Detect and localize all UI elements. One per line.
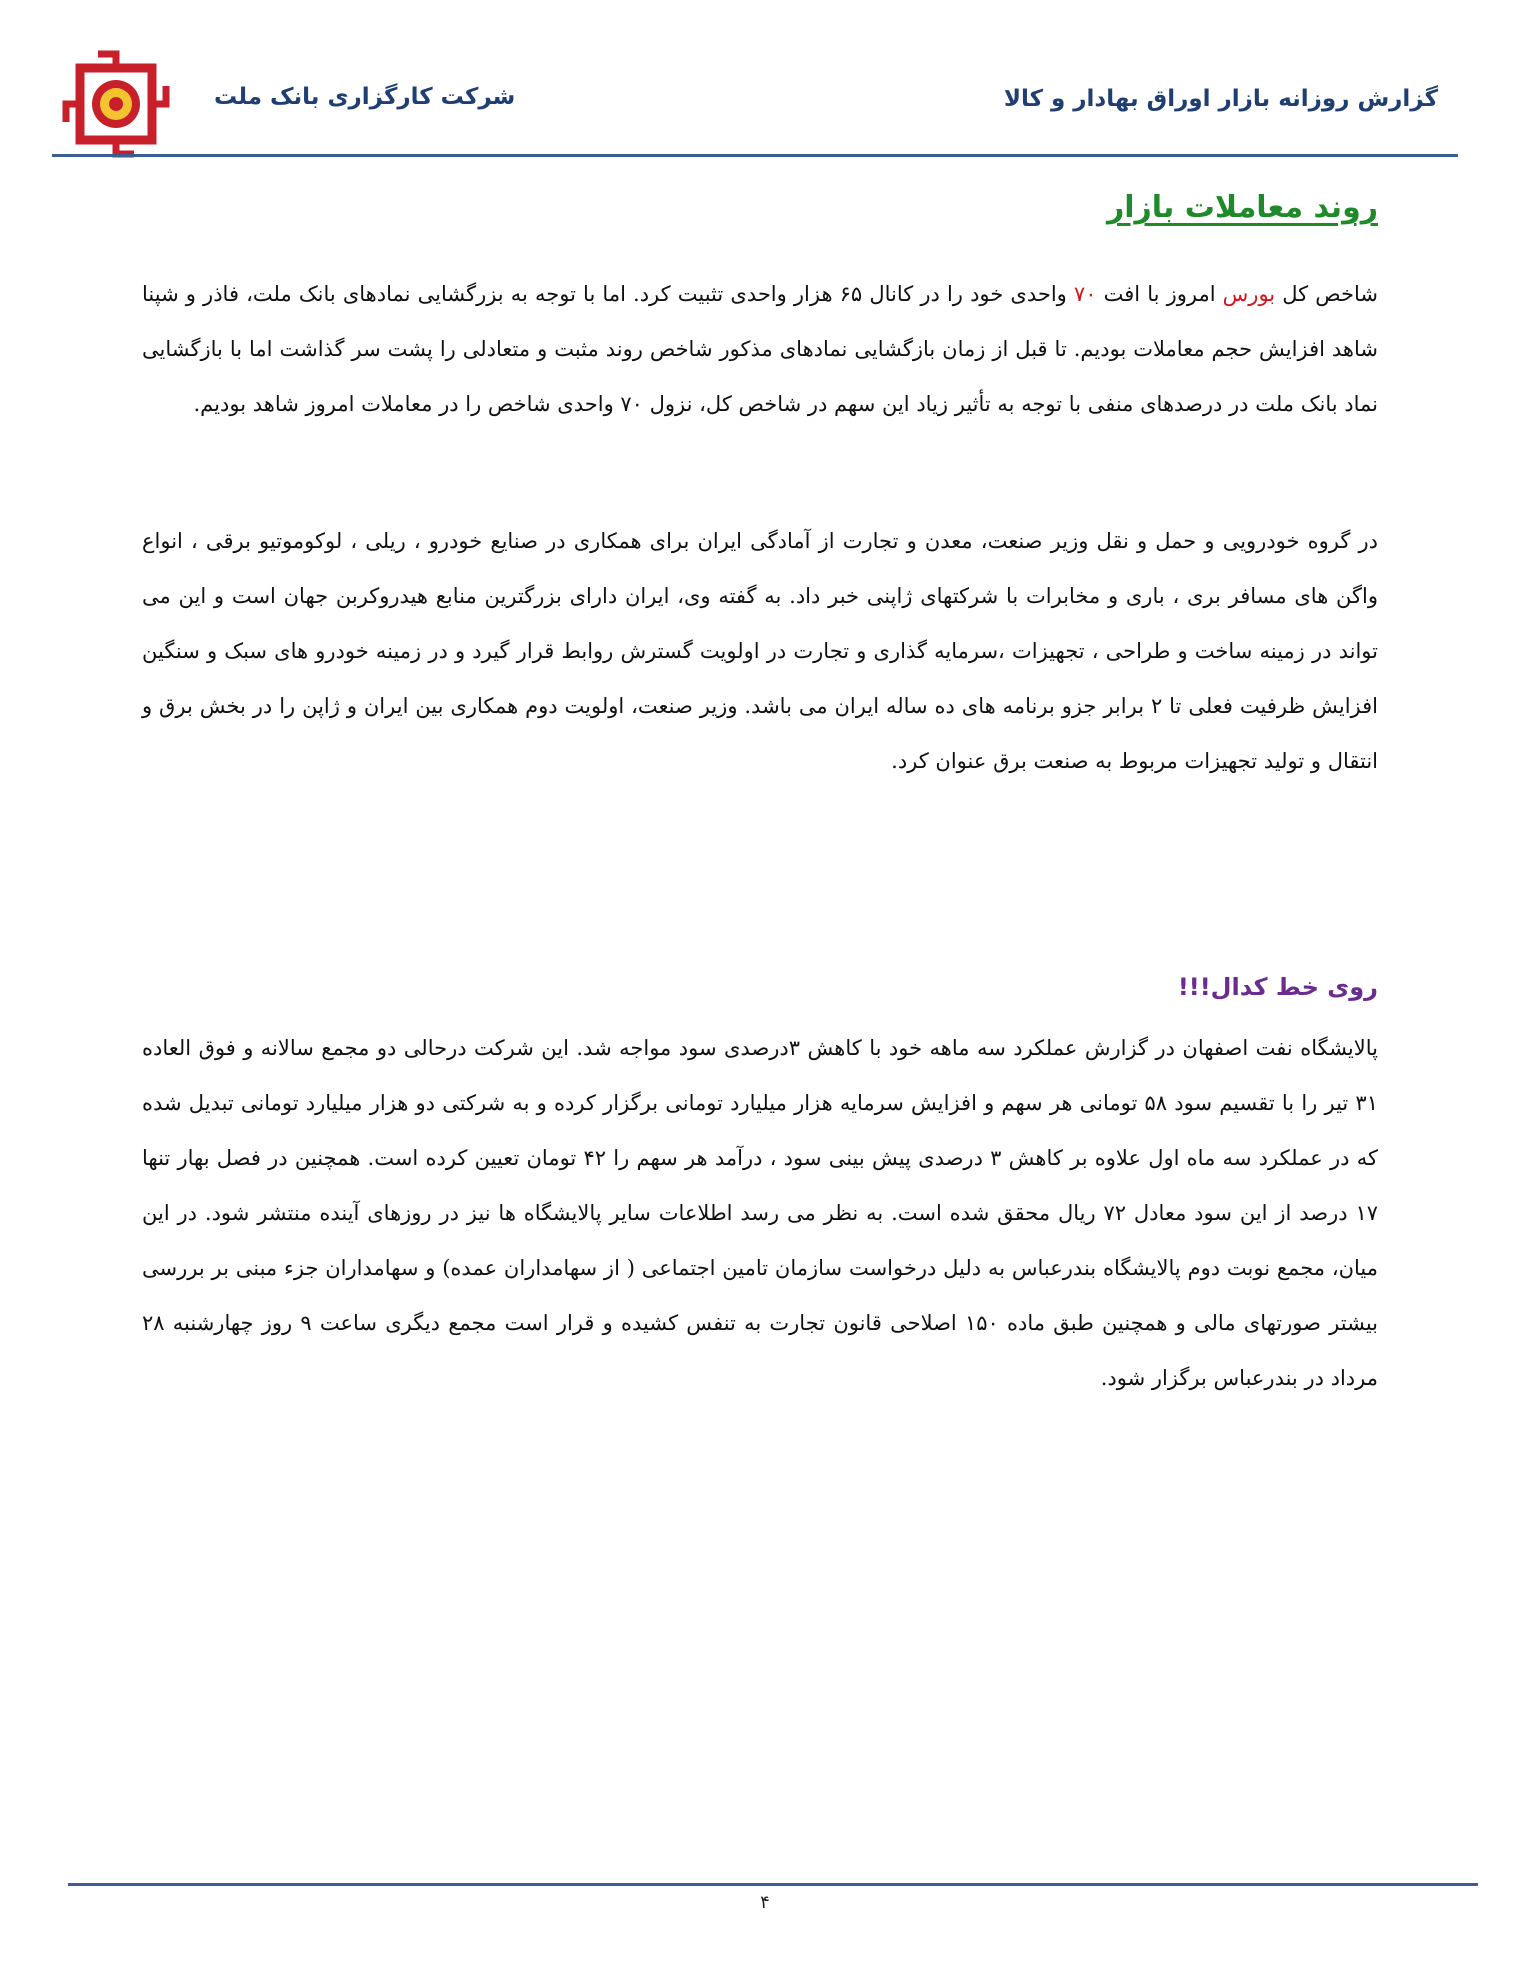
section-heading-codal: روی خط کدال!!! (1177, 973, 1378, 1001)
paragraph-text: امروز با افت (1096, 282, 1223, 306)
footer-divider (68, 1883, 1478, 1886)
paragraph-text: شاخص کل (1275, 282, 1379, 306)
paragraph-automotive-group: در گروه خودرویی و حمل و نقل وزیر صنعت، معدن و تجارت از آمادگی ایران برای همکاری در صنایع خودرو ، ریلی ، لوکوموتیو برقی ، انواع واگن های مسافر بری ، باری و مخابرات با شرکتهای ژاپنی خبر داد. به گفته وی، ایران دارای بزرگترین منابع هیدروکربن جهان است و این می تواند در زمینه ساخت و طراحی ، تجهیزات ،سرمایه گذاری و تجارت در اولویت گسترش روابط قرار گیرد و در زمینه خودرو های سبک و سنگین افزایش ظرفیت فعلی تا ۲ برابر جزو برنامه های ده ساله ایران می باشد. وزیر صنعت، اولویت دوم همکاری بین ایران و ژاپن را در بخش برق و انتقال و تولید تجهیزات مربوط به صنعت برق عنوان کرد. (142, 529, 1378, 773)
bank-mellat-logo-icon (60, 48, 172, 160)
report-title: گزارش روزانه بازار اوراق بهادار و کالا (1003, 86, 1438, 112)
highlight-index-drop: ۷۰ (1073, 282, 1097, 306)
paragraph-refinery-report: پالایشگاه نفت اصفهان در گزارش عملکرد سه ماهه خود با کاهش ۳درصدی سود مواجه شد. این شرکت درحالی دو مجمع سالانه و فوق العاده ۳۱ تیر را با تقسیم سود ۵۸ تومانی هر سهم و افزایش سرمایه هزار میلیارد تومانی برگزار کرده و به شرکتی دو هزار میلیارد تومانی تبدیل شده که در عملکرد سه ماه اول علاوه بر کاهش ۳ درصدی پیش بینی سود ، درآمد هر سهم را ۴۲ تومان تعیین کرده است. همچنین در فصل بهار تنها ۱۷ درصد از این سود معادل ۷۲ ریال محقق شده است. به نظر می رسد اطلاعات سایر پالایشگاه ها نیز در روزهای آینده منتشر شود. در این میان، مجمع نوبت دوم پالایشگاه بندرعباس به دلیل درخواست سازمان تامین اجتماعی ( از سهامداران عمده) و سهامداران جزء مبنی بر بررسی بیشتر صورتهای مالی و همچنین طبق ماده ۱۵۰ اصلاحی قانون تجارت به تنفس کشیده و قرار است مجمع دیگری ساعت ۹ روز چهارشنبه ۲۸ مرداد در بندرعباس برگزار شود. (142, 1036, 1379, 1390)
header-divider (52, 154, 1458, 157)
section-heading-market-trend: روند معاملات بازار (1106, 190, 1378, 225)
paragraph-text: واحدی خود را در کانال ۶۵ هزار واحدی تثبیت کرد. اما با توجه به بزرگشایی نمادهای بانک ملت، فاذر و شپنا شاهد افزایش حجم معاملات بودیم. تا قبل از زمان بازگشایی نمادهای مذکور شاخص روند مثبت و متعادلی را پشت سر گذاشت اما با بازگشایی نماد بانک ملت در درصدهای منفی با توجه به تأثیر زیاد این سهم در شاخص کل، نزول ۷۰ واحدی شاخص را در معاملات امروز شاهد بودیم. (142, 282, 1378, 416)
page-number: ۴ (760, 1892, 770, 1913)
paragraph-market-index (142, 267, 1378, 432)
company-name: شرکت کارگزاری بانک ملت (214, 84, 516, 110)
highlight-bourse: بورس (1222, 282, 1276, 306)
